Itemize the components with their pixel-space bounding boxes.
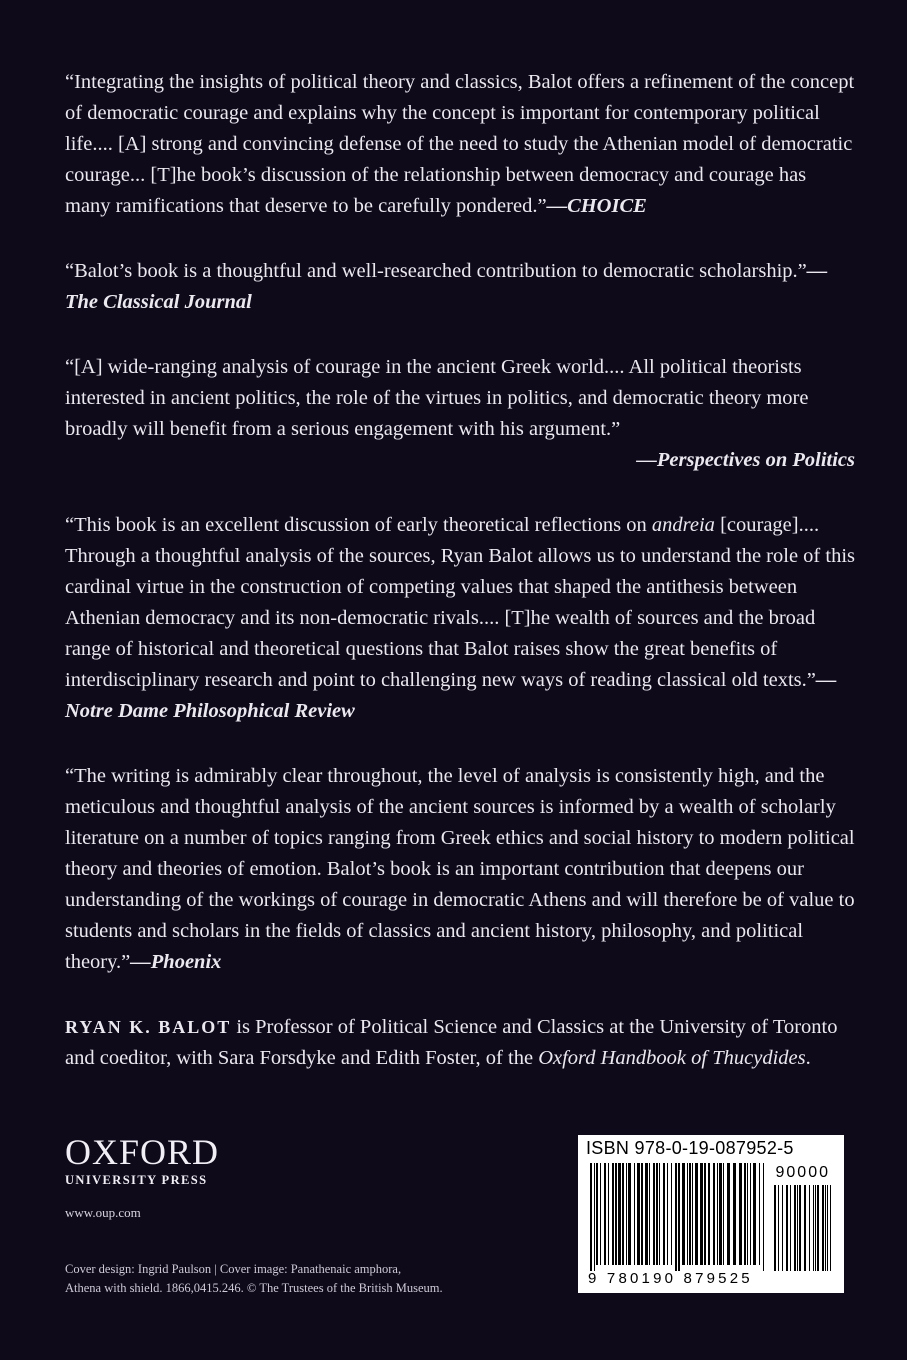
oxford-logo — [65, 1133, 225, 1188]
barcode-bar — [809, 1185, 810, 1271]
author-bio — [65, 1012, 855, 1074]
barcode-bar — [671, 1163, 672, 1265]
barcode-bar — [708, 1163, 710, 1265]
quote-text: “[A] wide-ranging analysis of courage in the ancient Greek world.... All political theorists interested in ancient politics, the role of the virtues in politics, and democratic theory more broadly will benefit from a serious engagement with his argument.” — [65, 356, 809, 440]
barcode-bar — [596, 1163, 598, 1265]
quote-italic-term: andreia — [651, 514, 715, 536]
barcode-bar — [622, 1163, 624, 1265]
barcode-bar — [600, 1163, 601, 1265]
barcode-bar — [778, 1185, 779, 1271]
barcode-bar — [678, 1163, 680, 1271]
barcode-bar — [695, 1163, 698, 1265]
barcode-bar — [628, 1163, 631, 1265]
barcode-bar — [675, 1163, 677, 1271]
barcode-bar — [645, 1163, 648, 1265]
barcode-bar — [744, 1163, 746, 1265]
barcode-bar — [733, 1163, 736, 1265]
barcode-bar — [615, 1163, 617, 1265]
bio-book-title: Oxford Handbook of Thucydides — [538, 1047, 806, 1069]
barcode-bar — [799, 1185, 801, 1271]
barcode-bar — [739, 1163, 742, 1265]
bio-text: is Professor of Political Science and Classics at the University of Toronto and coeditor, with Sara Forsdyke and Edith Foster, of the — [65, 1016, 838, 1069]
barcode-bar — [774, 1185, 776, 1271]
barcode-bar — [608, 1163, 609, 1265]
quote-source: —Phoenix — [130, 951, 222, 973]
quote-text: “Balot’s book is a thoughtful and well-researched contribution to democratic scholarship.” — [65, 260, 807, 282]
quote-source: —Perspectives on Politics — [636, 449, 855, 471]
barcode-bar — [727, 1163, 730, 1265]
review-quote-perspectives — [65, 352, 855, 476]
price-code: 90000 — [775, 1164, 830, 1181]
review-quote-choice — [65, 67, 855, 222]
barcode-bar — [790, 1185, 791, 1271]
barcode-bar — [649, 1163, 650, 1265]
review-quote-classical-journal — [65, 256, 855, 318]
isbn-label: ISBN 978-0-19-087952-5 — [586, 1138, 794, 1158]
credits-line-2: Athena with shield. 1866,0415.246. © The Trustees of the British Museum. — [65, 1281, 443, 1295]
barcode-bar — [612, 1163, 614, 1265]
author-name: RYAN K. BALOT — [65, 1017, 232, 1037]
bio-end: . — [805, 1047, 811, 1069]
barcode-bar — [825, 1185, 826, 1271]
barcode-bar — [713, 1163, 715, 1265]
barcode-bar — [687, 1163, 688, 1265]
credits-line-1: Cover design: Ingrid Paulson | Cover image: Panathenaic amphora, — [65, 1262, 402, 1276]
quote-source: —The Classical Journal — [65, 260, 828, 313]
barcode-bar — [663, 1163, 665, 1265]
barcode-bar — [692, 1163, 693, 1265]
barcode-bar — [723, 1163, 724, 1265]
barcode-bar — [634, 1163, 635, 1265]
barcode-bar — [804, 1185, 806, 1271]
barcode-bar — [700, 1163, 703, 1265]
barcode-bar — [830, 1185, 831, 1271]
barcode-bar — [747, 1163, 748, 1265]
barcode-bar — [822, 1185, 824, 1271]
barcode-bar — [641, 1163, 643, 1265]
barcode-bar — [604, 1163, 606, 1265]
barcode-bar — [590, 1163, 592, 1271]
barcode-bar — [817, 1185, 819, 1271]
barcode-bar — [813, 1185, 814, 1271]
quote-text-cont: [courage].... Through a thoughtful analysis of the sources, Ryan Balot allows us to understand the role of this cardinal virtue in the construction of competing values that shaped the antithesis between Athenian democracy and its non-democratic rivals.... [T]he wealth of sources and the broad range of historical and theoretical questions that Balot raises show the great benefits of interdisciplinary research and point to challenging new ways of reading classical old texts.” — [65, 514, 856, 691]
barcode-bar — [717, 1163, 718, 1265]
barcode-bar — [753, 1163, 756, 1265]
barcode-bar — [759, 1163, 760, 1265]
publisher-url[interactable]: www.oup.com — [65, 1205, 141, 1220]
logo-sub: UNIVERSITY PRESS — [65, 1173, 208, 1187]
quote-source: —CHOICE — [546, 195, 647, 217]
barcode-bar — [763, 1163, 764, 1271]
logo-main: OXFORD — [65, 1132, 220, 1172]
cover-credits — [65, 1260, 535, 1298]
barcode-bar — [656, 1163, 658, 1265]
barcode-bar — [786, 1185, 788, 1271]
barcode-bar — [750, 1163, 751, 1265]
isbn-barcode — [578, 1135, 844, 1293]
barcode-bar — [637, 1163, 640, 1265]
barcode-bar — [815, 1185, 816, 1271]
review-quotes — [65, 67, 855, 1074]
barcode-bar — [782, 1185, 783, 1271]
barcode-bar — [626, 1163, 627, 1265]
barcode-digits: 9 780190 879525 — [588, 1270, 753, 1287]
quote-text: “Integrating the insights of political theory and classics, Balot offers a refinement of the concept of democratic courage and explains why the concept is important for contemporary political life.... [A] strong and convincing defense of the need to study the Athenian model of democratic courage... [T]he book’s discussion of the relationship between democracy and courage has many ramifications that deserve to be carefully pondered.” — [65, 71, 855, 217]
barcode-bar — [653, 1163, 655, 1265]
barcode-bar — [682, 1163, 685, 1265]
quote-text: “The writing is admirably clear throughout, the level of analysis is consistently high, and the meticulous and thoughtful analysis of the ancient sources is informed by a wealth of scholarly literature on a number of topics ranging from Greek ethics and social history to modern political theory and theories of emotion. Balot’s book is an important contribution that deepens our understanding of the workings of courage in democratic Athens and will therefore be of value to students and scholars in the fields of classics and ancient history, philosophy, and political theory.” — [65, 765, 855, 973]
quote-text: “This book is an excellent discussion of early theoretical reflections on — [65, 514, 652, 536]
barcode-bar — [689, 1163, 691, 1265]
barcode-bar — [667, 1163, 668, 1265]
barcode-bar — [704, 1163, 706, 1265]
barcode-bar — [827, 1185, 828, 1271]
quote-source: —Notre Dame Philosophical Review — [65, 669, 837, 722]
barcode-bar — [794, 1185, 796, 1271]
review-quote-phoenix — [65, 761, 855, 978]
barcode-bar — [659, 1163, 660, 1265]
review-quote-notre-dame — [65, 510, 855, 727]
barcode-bar — [719, 1163, 722, 1265]
barcode-bar — [618, 1163, 621, 1265]
barcode-bar — [797, 1185, 798, 1271]
barcode-bar — [594, 1163, 595, 1271]
